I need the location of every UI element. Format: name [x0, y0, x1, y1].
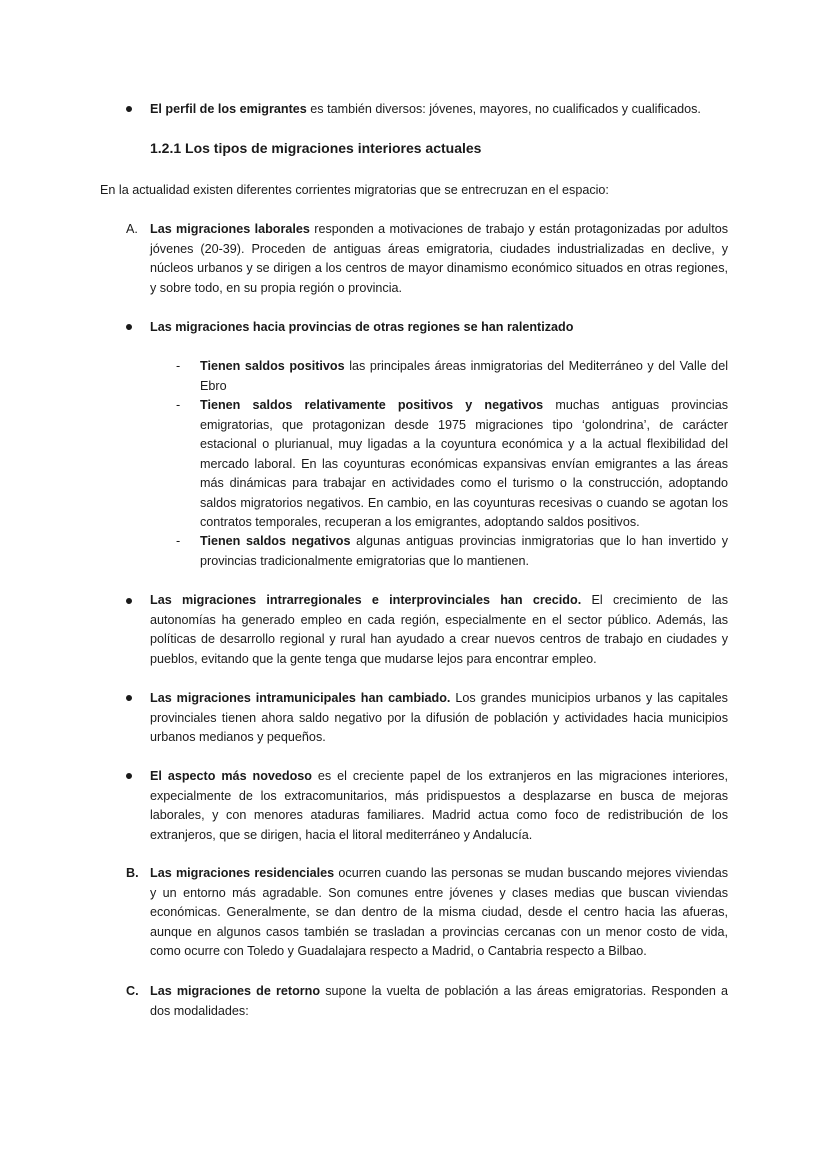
sub-item-bold: Tienen saldos negativos [200, 534, 351, 548]
item-a-text: responden a motivaciones de trabajo y están protagonizadas por adultos jóvenes (20-39). Proceden de antiguas áreas emigratoria, ciudades industrializadas en declive, y núcleos urbanos y se dirigen a los centros de mayor dinamismo económico situados en otras regiones, y sobre todo, en su propia región o provincia. [150, 222, 728, 295]
item-c-bold: Las migraciones de retorno [150, 984, 321, 998]
bullet-icon [126, 773, 132, 779]
sub-item-dash: - [176, 534, 181, 548]
item-b-text: ocurren cuando las personas se mudan buscando mejores viviendas y un entorno más agradable. Son comunes entre jóvenes y clases medias que buscan viviendas económicas. Generalmente, se dan dentro de la misma ciudad, desde el centro hacia las afueras, aunque en algunos casos también se trasladan a provincias cercanas con un menor costo de vida, como ocurre con Toledo y Guadalajara respecto a Madrid, o Cantabria respecto a Bilbao. [150, 866, 728, 958]
bullet-icon [126, 598, 132, 604]
item-a-paragraph [150, 220, 728, 298]
sub-item-text: las principales áreas inmigratorias del Mediterráneo y del Valle del Ebro [200, 359, 728, 393]
lead-paragraph: En la actualidad existen diferentes corrientes migratorias que se entrecruzan en el espacio: [100, 183, 609, 197]
bullet-novedoso [150, 767, 728, 845]
sub-item-bold: Tienen saldos positivos [200, 359, 345, 373]
sub-item-text: muchas antiguas provincias emigratorias, que protagonizan desde 1975 migraciones tipo ‘golondrina’, de carácter estacional o plurianual, muy ligadas a la coyuntura económica y a la actual flexibilidad del mercado laboral. En las coyunturas económicas expansivas envían emigrantes a las áreas más dinámicas para trabajar en actividades como el turismo o la construcción, adoptando saldos migratorios negativos. En cambio, en las coyunturas recesivas o cuando se agotan los contratos temporales, recuperan a los emigrantes, adoptando saldos positivos. [200, 398, 729, 529]
item-c-marker: C. [126, 984, 139, 998]
section-heading: 1.2.1 Los tipos de migraciones interiores actuales [150, 140, 482, 156]
item-a-bold: Las migraciones laborales [150, 222, 310, 236]
bullet-intrarregionales [150, 591, 728, 669]
sub-item-negativos [200, 532, 728, 571]
sub-item-dash: - [176, 359, 181, 373]
sub-item-positivos [200, 357, 728, 396]
bullet-novedoso-bold: El aspecto más novedoso [150, 769, 312, 783]
bullet-intrarregionales-bold: Las migraciones intrarregionales e interprovinciales han crecido. [150, 593, 582, 607]
bullet-ralentizado [150, 318, 728, 338]
sub-item-bold: Tienen saldos relativamente positivos y negativos [200, 398, 544, 412]
intro-bullet-paragraph [150, 100, 730, 120]
item-c-paragraph [150, 982, 728, 1021]
item-c-text: supone la vuelta de población a las áreas emigratorias. Responden a dos modalidades: [150, 984, 728, 1018]
bullet-novedoso-text: es el creciente papel de los extranjeros en las migraciones interiores, expecialmente de los extracomunitarios, más pridispuestos a desplazarse en busca de mejoras laborales, y con menores ataduras familiares. Madrid actua como foco de redistribución de los extranjeros, que se dirigen, hacia el litoral mediterráneo y Andalucía. [150, 769, 728, 842]
item-b-marker: B. [126, 866, 139, 880]
sub-item-text: algunas antiguas provincias inmigratorias que lo han invertido y provincias tradicionalmente emigratorias que lo mantienen. [200, 534, 728, 568]
bullet-icon [126, 695, 132, 701]
bullet-icon [126, 324, 132, 330]
bullet-ralentizado-bold: Las migraciones hacia provincias de otras regiones se han ralentizado [150, 320, 574, 334]
bullet-intramunicipales-text: Los grandes municipios urbanos y las capitales provinciales tienen ahora saldo negativo por la difusión de población y actividades hacia municipios urbanos medianos y pequeños. [150, 691, 728, 744]
item-b-bold: Las migraciones residenciales [150, 866, 335, 880]
bullet-intrarregionales-text: El crecimiento de las autonomías ha generado empleo en cada región, especialmente en el sector público. Además, las políticas de desarrollo regional y rural han ayudado a crear nuevos centros de trabajo en ciudades y pueblos, evitando que la gente tenga que mudarse lejos para encontrar empleo. [150, 593, 728, 666]
item-a-marker: A. [126, 222, 138, 236]
intro-bullet-text: es también diversos: jóvenes, mayores, no cualificados y cualificados. [306, 102, 701, 116]
sub-item-dash: - [176, 398, 181, 412]
bullet-intramunicipales [150, 689, 728, 748]
item-b-paragraph [150, 864, 728, 962]
sub-item-relativos [200, 396, 728, 533]
bullet-icon [126, 106, 132, 112]
intro-bullet-bold: El perfil de los emigrantes [150, 102, 307, 116]
bullet-intramunicipales-bold: Las migraciones intramunicipales han cambiado. [150, 691, 451, 705]
